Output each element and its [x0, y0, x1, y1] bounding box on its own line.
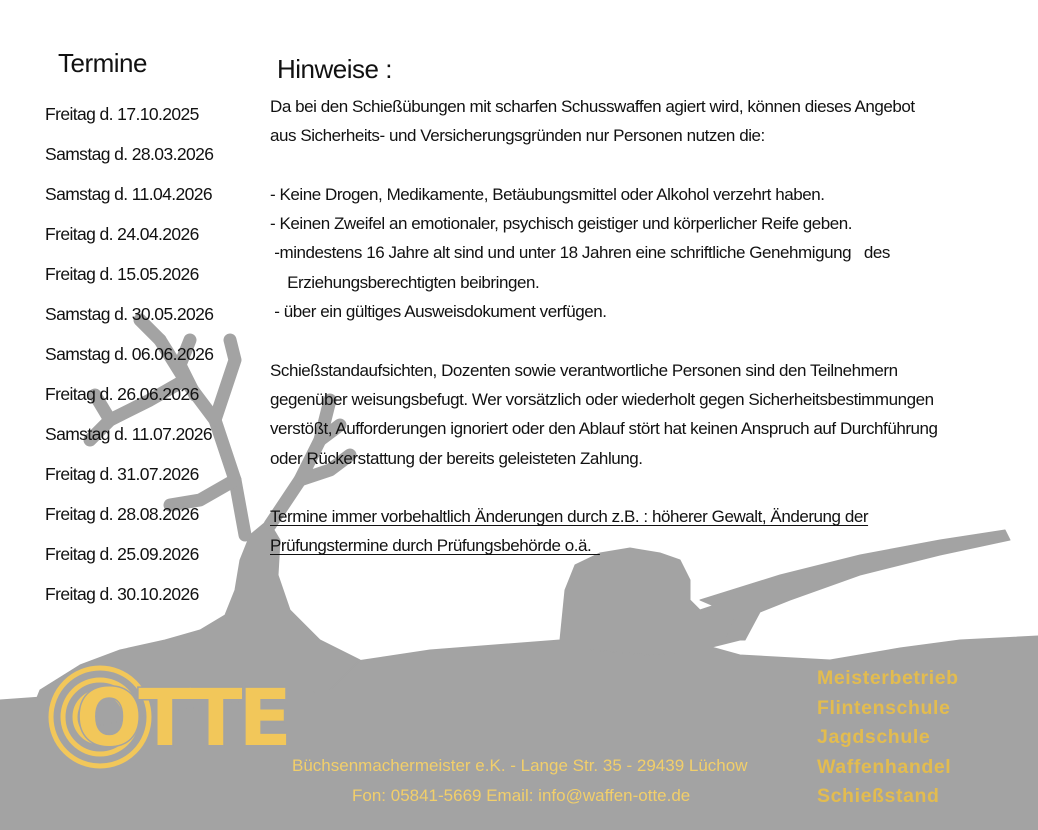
- condition-line: Erziehungsberechtigten beibringen.: [270, 272, 540, 292]
- termine-list: [45, 101, 213, 621]
- termine-date: Samstag d. 11.04.2026: [45, 184, 213, 204]
- termine-date: Samstag d. 30.05.2026: [45, 304, 214, 324]
- otte-logo: [48, 662, 288, 772]
- termine-date: Freitag d. 15.05.2026: [45, 264, 199, 284]
- termine-date: Samstag d. 11.07.2026: [45, 424, 213, 444]
- authority-line: oder Rückerstattung der bereits geleisteten Zahlung.: [270, 448, 643, 468]
- termine-date: Freitag d. 26.06.2026: [45, 384, 199, 404]
- condition-line: -mindestens 16 Jahre alt sind und unter 18 Jahren eine schriftliche Genehmigung des: [270, 243, 890, 263]
- termine-date: Freitag d. 17.10.2025: [45, 104, 199, 124]
- termine-date: Samstag d. 06.06.2026: [45, 344, 214, 364]
- service-item: Schießstand: [817, 785, 940, 807]
- address-text: Büchsenmachermeister e.K. - Lange Str. 35 - 29439 Lüchow: [292, 756, 748, 775]
- authority-line: Schießstandaufsichten, Dozenten sowie verantwortliche Personen sind den Teilnehmern: [270, 360, 898, 380]
- services-list: [817, 664, 959, 812]
- termine-date: Freitag d. 30.10.2026: [45, 584, 199, 604]
- termine-heading: Termine: [58, 48, 147, 78]
- termine-date: Freitag d. 24.04.2026: [45, 224, 199, 244]
- svg-text:OTTE: OTTE: [76, 674, 288, 764]
- service-item: Jagdschule: [817, 726, 931, 748]
- intro-line: aus Sicherheits- und Versicherungsgründen nur Personen nutzen die:: [270, 126, 765, 146]
- authority-line: gegenüber weisungsbefugt. Wer vorsätzlich oder wiederholt gegen Sicherheitsbestimmungen: [270, 389, 934, 409]
- service-item: Meisterbetrieb: [817, 667, 959, 689]
- authority-line: verstößt, Aufforderungen ignoriert oder den Ablauf stört hat keinen Anspruch auf Durchführung: [270, 419, 938, 439]
- termine-date: Freitag d. 31.07.2026: [45, 464, 199, 484]
- termine-date: Freitag d. 28.08.2026: [45, 504, 199, 524]
- disclaimer-line: Prüfungstermine durch Prüfungsbehörde o.ä.: [270, 536, 600, 556]
- service-item: Flintenschule: [817, 696, 951, 719]
- hinweise-heading: Hinweise :: [277, 54, 392, 84]
- termine-date: Freitag d. 25.09.2026: [45, 544, 199, 564]
- service-item: Waffenhandel: [817, 755, 952, 778]
- hinweise-text: [270, 92, 1020, 561]
- termine-date: Samstag d. 28.03.2026: [45, 144, 214, 164]
- condition-line: - Keinen Zweifel an emotionaler, psychisch geistiger und körperlicher Reife geben.: [270, 214, 853, 234]
- condition-line: - über ein gültiges Ausweisdokument verfügen.: [270, 302, 607, 322]
- contact-text: Fon: 05841-5669 Email: info@waffen-otte.de: [352, 786, 691, 805]
- disclaimer-line: Termine immer vorbehaltlich Änderungen durch z.B. : höherer Gewalt, Änderung der: [270, 507, 869, 527]
- intro-line: Da bei den Schießübungen mit scharfen Schusswaffen agiert wird, können dieses Angebot: [270, 97, 915, 116]
- condition-line: - Keine Drogen, Medikamente, Betäubungsmittel oder Alkohol verzehrt haben.: [270, 184, 825, 204]
